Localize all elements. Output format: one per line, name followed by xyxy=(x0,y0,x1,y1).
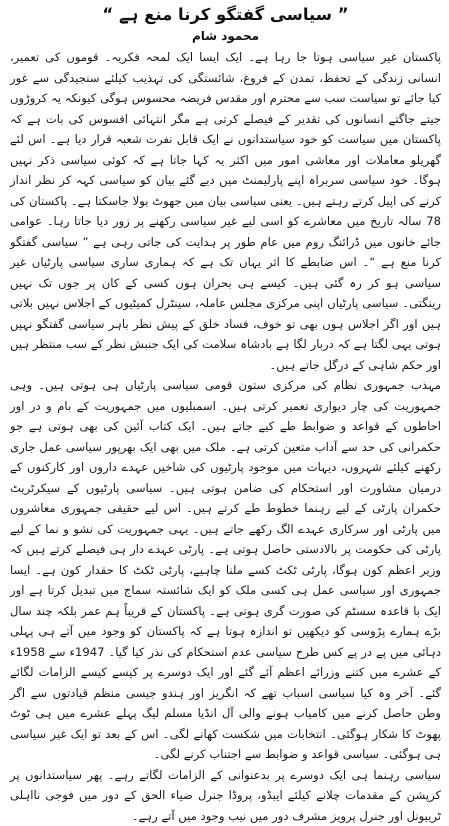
article-title: ” سیاسی گفتگو کرنا منع ہے “ xyxy=(10,3,441,27)
article-paragraph-3: سیاسی رہنما ہی ایک دوسرے پر بدعنوانی کے الزامات لگاتے رہے۔ پھر سیاستدانوں پر کرپشن کے مقدمات چلانے کیلئے ایبڈو، پروڈا جنرل ضیاء الحق کے دور میں فوجی نااہلی ٹریبونل اور جنرل پرویز مشرف دور میں نیب وجود میں آتے رہے۔ xyxy=(10,765,441,826)
author-byline: محمود شام xyxy=(10,27,441,45)
article-paragraph-1: پاکستان غیر سیاسی ہوتا جا رہا ہے۔ ایک ایسا ایک لمحہ فکریہ۔ قوموں کی تعمیر، انسانی زندگی کے تحفظ، تمدن کے فروغ، شائستگی کی تہذیب کیلئے سنجیدگی سے غور کیا جائے تو سیاست سب سے محترم اور مقدس فریضہ محسوس ہوگی کیونکہ یہ کروڑوں جیتے جاگتے انسانوں کی تقدیر کے فیصلے کرتی ہے مگر انتہائی افسوس کی بات ہے کہ پاکستان میں سیاست کو خود سیاستدانوں نے ایک قابل نفرت شعبہ قرار دیا ہے۔ اس لئے گھریلو معاملات اور معاشی امور میں اکثر یہ کہا جاتا ہے کہ کوئی سیاسی ذکر نہیں ہوگا۔ خود سیاسی سربراہ اپنے پارلیمنٹ میں دیے گئے بیان کو سیاسی کہہ کر نظر انداز کرنے کی اپیل کرتے رہتے ہیں۔ یعنی سیاسی بیان میں جھوٹ بولا جاسکتا ہے۔ پاکستان کی 78 سالہ تاریخ میں معاشرے کو اسی لیے غیر سیاسی رکھنے پر زور دیا جاتا رہا۔ عوامی جائے خانوں میں ڈرائنگ روم میں عام طور پر ہدایت کی جاتی رہی ہے ” سیاسی گفتگو کرنا منع ہے “۔ اس ضابطے کا اثر یہاں تک ہے کہ ہماری ساری سیاسی پارٹیاں غیر سیاسی ہو کر رہ گئی ہیں۔ کیسے ہی بحران ہوں کسی کے کان پر جوں تک نہیں رینگتی۔ سیاسی پارٹیاں اپنی مرکزی مجلس عاملہ، سینٹرل کمیٹیوں کے اجلاس نہیں بلاتی ہیں اور اگر اجلاس ہوں بھی تو خوف، فساد خلق کے پیش نظر باہر سیاسی گفتگو نہیں ہوتی یہی لگتا ہے کہ دربار لگا ہے بادشاہ سلامت کی ایک جنبش نظر کے سب منتظر ہیں اور حکم شاہی کے درگل جاتے ہیں۔ xyxy=(10,47,441,375)
article-paragraph-2: مہذب جمہوری نظام کی مرکزی ستون قومی سیاسی پارٹیاں ہی ہوتی ہیں۔ وہی جمہوریت کی چار دیواری تعمیر کرتی ہیں۔ اسمبلیوں میں جمہوریت کے بام و در اور احاطوں کے قواعد و ضوابط طے کیے جاتے ہیں۔ ایک کتاب آئین کی بھی ہوتی ہے جو حکمرانی کی حد سے آداب متعین کرتی ہے۔ ملک میں بھی ایک بھرپور سیاسی عمل جاری رکھنے کیلئے شہروں، دیہات میں موجود پارٹیوں کی شاخیں عہدے داروں اور کارکنوں کے درمیان مشاورت اور استحکام کی ضامن ہوتی ہیں۔ سیاسی پارٹیوں کے سیکرٹریٹ حکمران پارٹی کے لیے رہنما خطوط طے کرتے ہیں۔ اس لیے حقیقی جمہوری معاشروں میں پارٹی اور سرکاری عہدے الگ رکھے جاتے ہیں۔ یہی جمہوریت کی نشو و نما کے لیے پارٹی کی حکومت پر بالادستی حاصل ہوتی ہے۔ پارٹی عہدے دار ہی فیصلے کرتے ہیں کہ وزیر اعظم کون ہوگا، پارٹی ٹکٹ کسے ملنا چاہیے، پارٹی ٹکٹ کا حقدار کون ہے۔ ایسا جمہوری اور سیاسی عمل ہی کسی ملک کو ایک شائستہ سماج میں تبدیل کرتا ہے اور ایک با قاعدہ سسٹم کی صورت گری ہوتی ہے۔ پاکستان کے قریباً ہم عمر بلکہ چند سال بڑے ہمارے پڑوسی کو دیکھیں تو اندازہ ہوتا ہے کہ پاکستان کو وجود میں آتے ہی پہلی دہائی میں پے در پے کس طرح سیاسی عدم استحکام کی نذر کیا گیا۔ 1947ء سے 1958ء کے عشرے میں کتنے وزرائے اعظم آئے گئے اور ایک دوسرے پر کیسے کیسے الزامات لگائے گئے۔ آخر وہ کیا سیاسی اسباب تھے کہ انگریز اور ہندو جیسی منظم قیادتوں سے اگر وطن حاصل کرنے میں کامیاب ہونے والی آل انڈیا مسلم لیگ پہلے عشرے میں ہی ٹوٹ پھوٹ کا شکار ہوگئی۔ انتخابات میں شکست کھانے لگی۔ اس کے بعد تو ایک غیر سیاسی ہی ہوگئی۔ سیاسی قواعد و ضوابط سے اجتناب کرنے لگی۔ xyxy=(10,375,441,765)
article-body xyxy=(10,47,441,826)
